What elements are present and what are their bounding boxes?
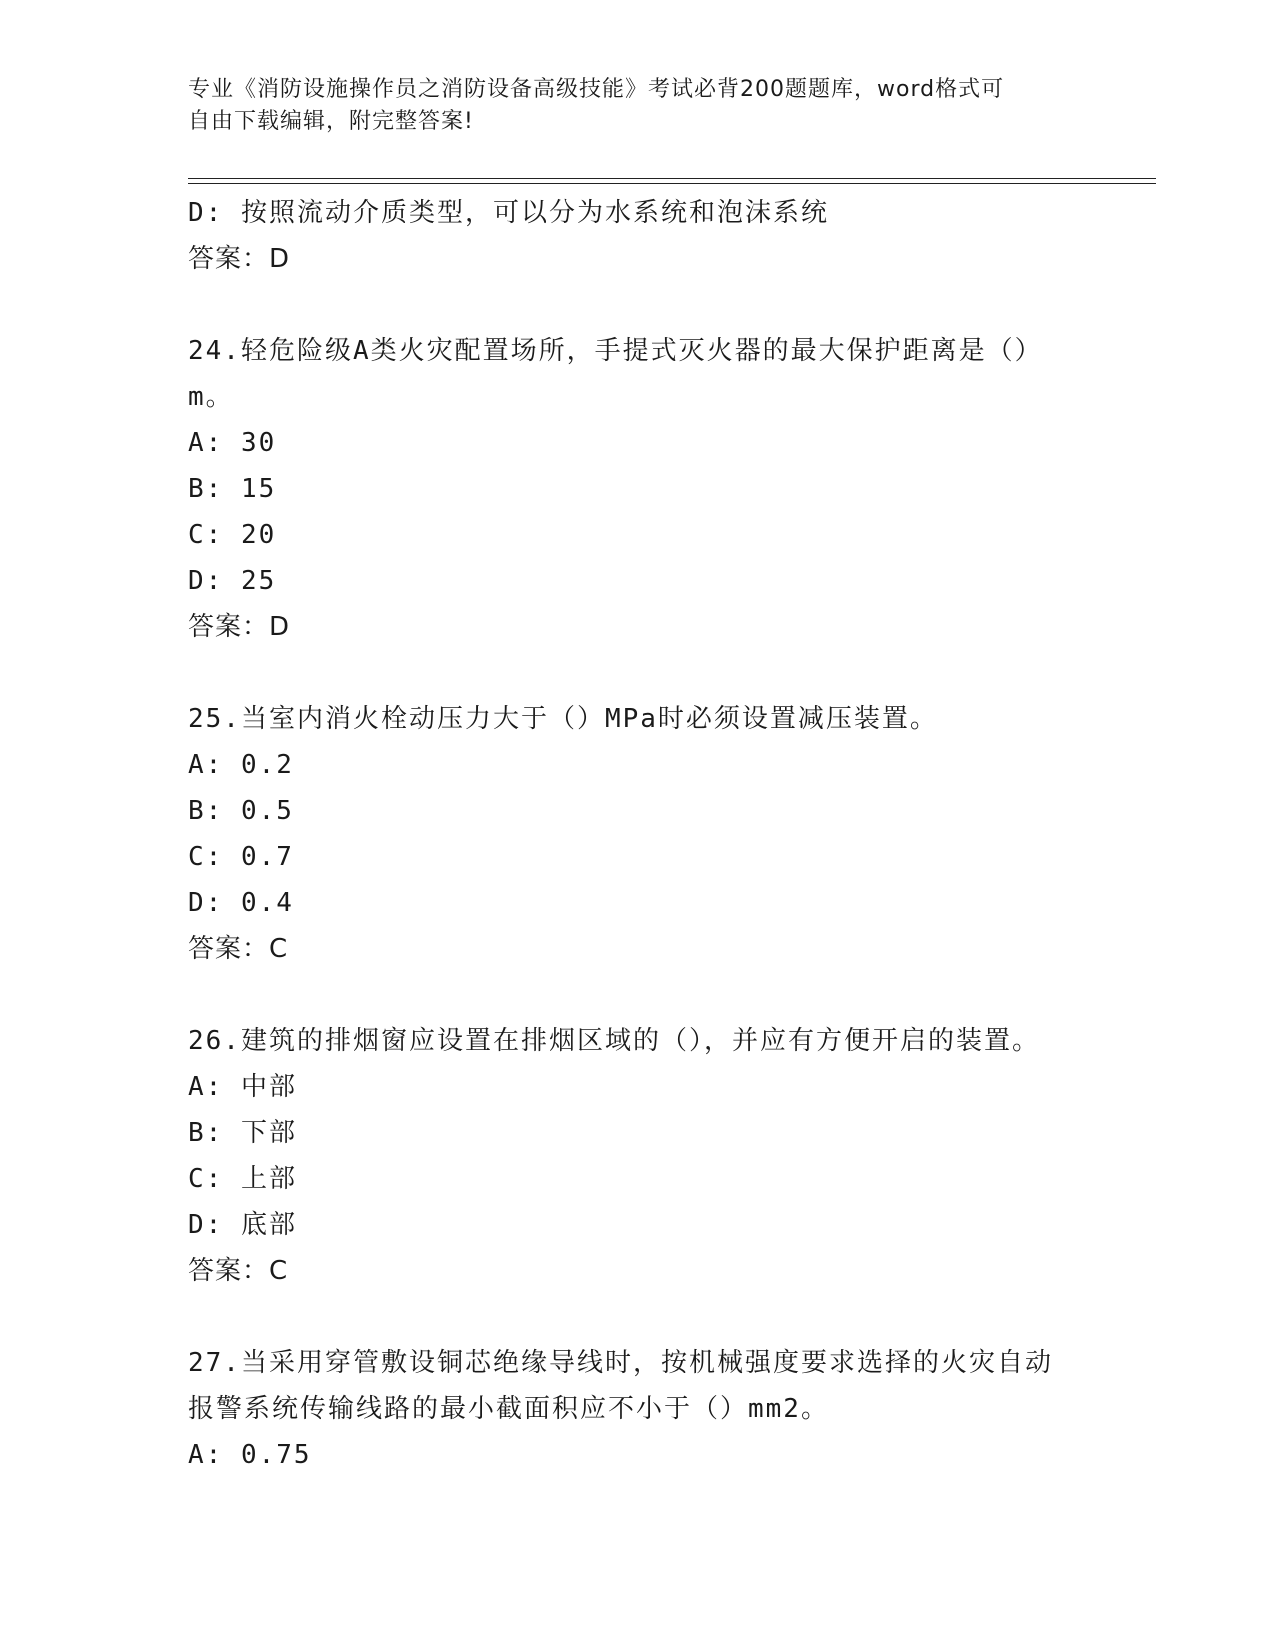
question-stem: 26.建筑的排烟窗应设置在排烟区域的（），并应有方便开启的装置。 [188,1026,1040,1056]
option-b: B: 下部 [188,1118,297,1148]
option-c: C: 0.7 [188,842,294,872]
option-a: A: 中部 [188,1072,297,1102]
question-stem-cont: 报警系统传输线路的最小截面积应不小于（）mm2。 [188,1394,829,1424]
header-line-2: 自由下载编辑，附完整答案! [188,109,474,134]
header-divider-bottom [188,183,1156,184]
option-c: C: 上部 [188,1164,297,1194]
answer: 答案：C [188,1256,289,1286]
question-stem: 25.当室内消火栓动压力大于（）MPa时必须设置减压装置。 [188,704,938,734]
prev-answer: 答案：D [188,244,291,274]
question-26 [188,1018,1088,1294]
question-25 [188,696,1088,972]
option-b: B: 15 [188,474,277,504]
option-d: D: 25 [188,566,277,596]
question-27 [188,1340,1088,1478]
header-line-1: 专业《消防设施操作员之消防设备高级技能》考试必背200题题库，word格式可 [188,77,1005,102]
answer: 答案：D [188,612,291,642]
option-a: A: 0.75 [188,1440,312,1470]
option-d: D: 底部 [188,1210,297,1240]
option-c: C: 20 [188,520,277,550]
answer: 答案：C [188,934,289,964]
question-24 [188,328,1088,650]
option-b: B: 0.5 [188,796,294,826]
header-divider-top [188,178,1156,179]
prev-option-d: D: 按照流动介质类型，可以分为水系统和泡沫系统 [188,198,829,228]
option-a: A: 0.2 [188,750,294,780]
question-list [188,190,1088,1478]
question-stem-cont: m。 [188,382,234,412]
question-stem: 27.当采用穿管敷设铜芯绝缘导线时，按机械强度要求选择的火灾自动 [188,1348,1053,1378]
option-a: A: 30 [188,428,277,458]
question-stem: 24.轻危险级A类火灾配置场所，手提式灭火器的最大保护距离是（） [188,336,1043,366]
document-header [188,74,1068,138]
option-d: D: 0.4 [188,888,294,918]
